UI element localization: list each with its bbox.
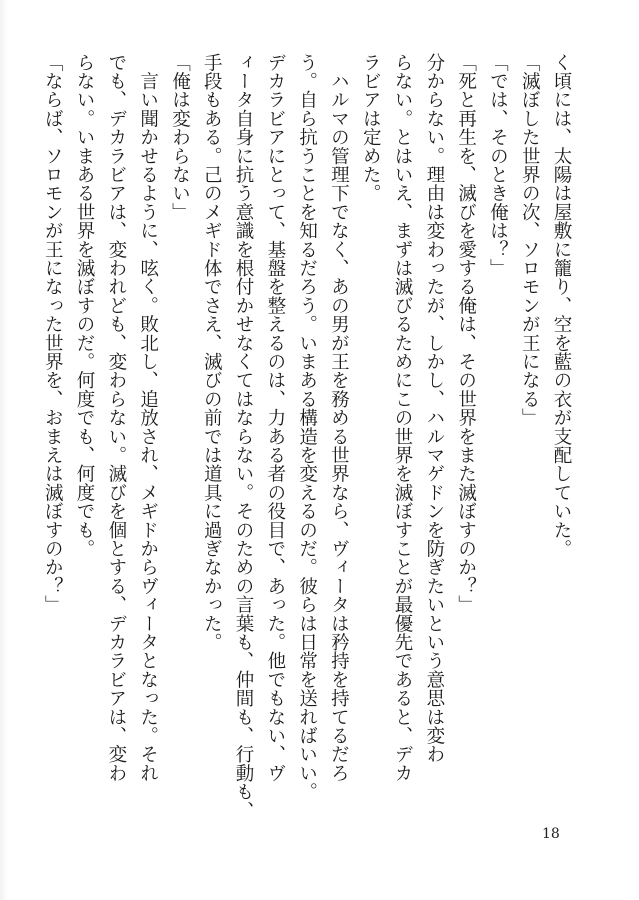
text-line: 言い聞かせるように、呟く。敗北し、追放され、メギドからヴィータとなった。それ — [137, 53, 159, 783]
text-line: 「ならば、ソロモンが王になった世界を、おまえは滅ぼすのか？」 — [42, 53, 64, 614]
text-line: らない。とはいえ、まずは滅びるためにこの世界を滅ぼすことが最優先であると、デカ — [392, 53, 414, 783]
text-line: ハルマの管理下でなく、あの男が王を務める世界なら、ヴィータは矜持を持てるだろ — [328, 53, 350, 783]
text-line: 「では、そのとき俺は？」 — [487, 53, 509, 278]
text-line: らない。いまある世界を滅ぼすのだ。何度でも、何度でも。 — [74, 53, 96, 558]
page-number: 18 — [542, 826, 560, 842]
text-line: デカラビアにとって、基盤を整えるのは、力ある者の役目で、あった。他でもない、ヴ — [264, 53, 286, 783]
text-line: 「滅ぼした世界の次、ソロモンが王になる」 — [519, 53, 541, 427]
text-line: 分からない。理由は変わったが、しかし、ハルマゲドンを防ぎたいという意思は変わ — [423, 53, 445, 764]
page-edge-shadow — [0, 0, 8, 900]
body-text — [36, 53, 577, 820]
text-line: でも、デカラビアは、変われども、変わらない。滅びを個とする、デカラビアは、変わ — [105, 53, 127, 783]
text-line: 手段もある。己のメギド体でさえ、滅びの前では道具に過ぎなかった。 — [201, 53, 223, 652]
text-line: 「死と再生を、滅びを愛する俺は、その世界をまた滅ぼすのか？」 — [455, 53, 477, 614]
text-line: う。自ら抗うことを知るだろう。いまある構造を変えるのだ。彼らは日常を送ればいい。 — [296, 53, 318, 801]
text-line: く頃には、太陽は屋敷に籠り、空を藍の衣が支配していた。 — [551, 53, 572, 558]
text-line: ラビアは定めた。 — [360, 53, 382, 203]
text-line: ィータ自身に抗う意識を根付かせなくてはならない。そのための言葉も、仲間も、行動も、 — [233, 53, 255, 820]
text-line: 「俺は変わらない」 — [169, 53, 191, 222]
